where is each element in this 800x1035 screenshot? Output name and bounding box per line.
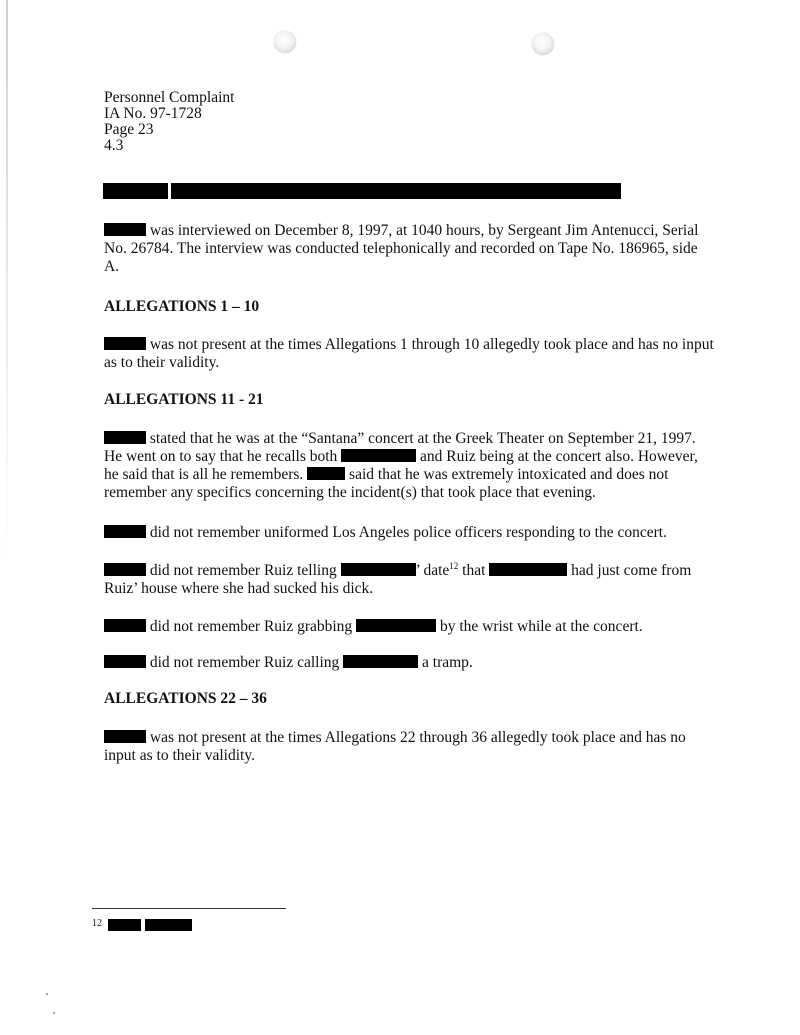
footnote-number: 12 — [92, 918, 102, 929]
redaction-bar — [341, 563, 416, 576]
redaction-bar — [104, 337, 146, 350]
footnote-reference: 12 — [449, 560, 459, 571]
heading-allegations-22-36: ALLEGATIONS 22 – 36 — [104, 690, 267, 707]
heading-allegations-11-21: ALLEGATIONS 11 - 21 — [104, 391, 264, 408]
heading-allegations-1-10: ALLEGATIONS 1 – 10 — [104, 298, 260, 315]
redaction-bar — [104, 655, 146, 668]
redaction-bar — [343, 655, 418, 668]
redacted-witness-heading — [103, 183, 168, 199]
redaction-bar — [104, 525, 146, 538]
footnote-redaction-1 — [108, 919, 141, 931]
redaction-bar — [307, 467, 345, 480]
footnote — [92, 918, 102, 930]
redaction-bar — [489, 563, 567, 576]
allegations-11-21-paragraph-5: did not remember Ruiz calling a tramp. — [104, 654, 714, 672]
allegations-22-36-paragraph: was not present at the times Allegations 22 through 36 allegedly took place and has no input as to their validity. — [104, 729, 686, 764]
document-header — [104, 90, 234, 154]
redaction-bar — [341, 449, 416, 462]
punch-hole-right — [532, 33, 554, 55]
allegations-11-21-paragraph-2: did not remember uniformed Los Angeles police officers responding to the concert. — [104, 524, 714, 542]
header-page-number: Page 23 — [104, 121, 154, 138]
redacted-witness-heading-2 — [171, 183, 621, 199]
redaction-bar — [104, 223, 146, 236]
allegations-11-21-paragraph-4: did not remember Ruiz grabbing by the wrist while at the concert. — [104, 618, 714, 636]
header-title: Personnel Complaint — [104, 89, 235, 106]
redaction-bar — [104, 619, 146, 632]
redaction-bar — [104, 563, 146, 576]
footnote-redaction-2 — [145, 919, 192, 931]
punch-hole-left — [274, 31, 296, 53]
header-section: 4.3 — [104, 137, 124, 154]
redaction-bar — [104, 730, 146, 743]
allegations-11-21-paragraph-1: stated that he was at the “Santana” concert at the Greek Theater on September 21, 1997. He went on to say that he recalls both and Ruiz being at the concert also. However, he said that is all he remembers. said that he was extremely intoxicated and does not remember any specifics concerning the incident(s) that took place that evening. — [104, 430, 698, 501]
allegations-11-21-paragraph-3: did not remember Ruiz telling ’ date$^{12}$ that had just come from Ruiz’ house where she had sucked his dick. — [104, 560, 692, 597]
interview-paragraph: was interviewed on December 8, 1997, at 1040 hours, by Sergeant Jim Antenucci, Serial No. 26784. The interview was conducted telephonically and recorded on Tape No. 186965, side A. — [104, 222, 699, 275]
header-ia-number: IA No. 97-1728 — [104, 105, 202, 122]
scan-speck — [53, 1012, 55, 1014]
allegations-1-10-paragraph: was not present at the times Allegations 1 through 10 allegedly took place and has no input as to their validity. — [104, 336, 714, 371]
redaction-bar — [356, 619, 436, 632]
scan-speck — [46, 993, 48, 995]
redaction-bar — [104, 431, 146, 444]
footnote-separator — [92, 908, 286, 909]
page-edge-shadow — [6, 0, 8, 560]
